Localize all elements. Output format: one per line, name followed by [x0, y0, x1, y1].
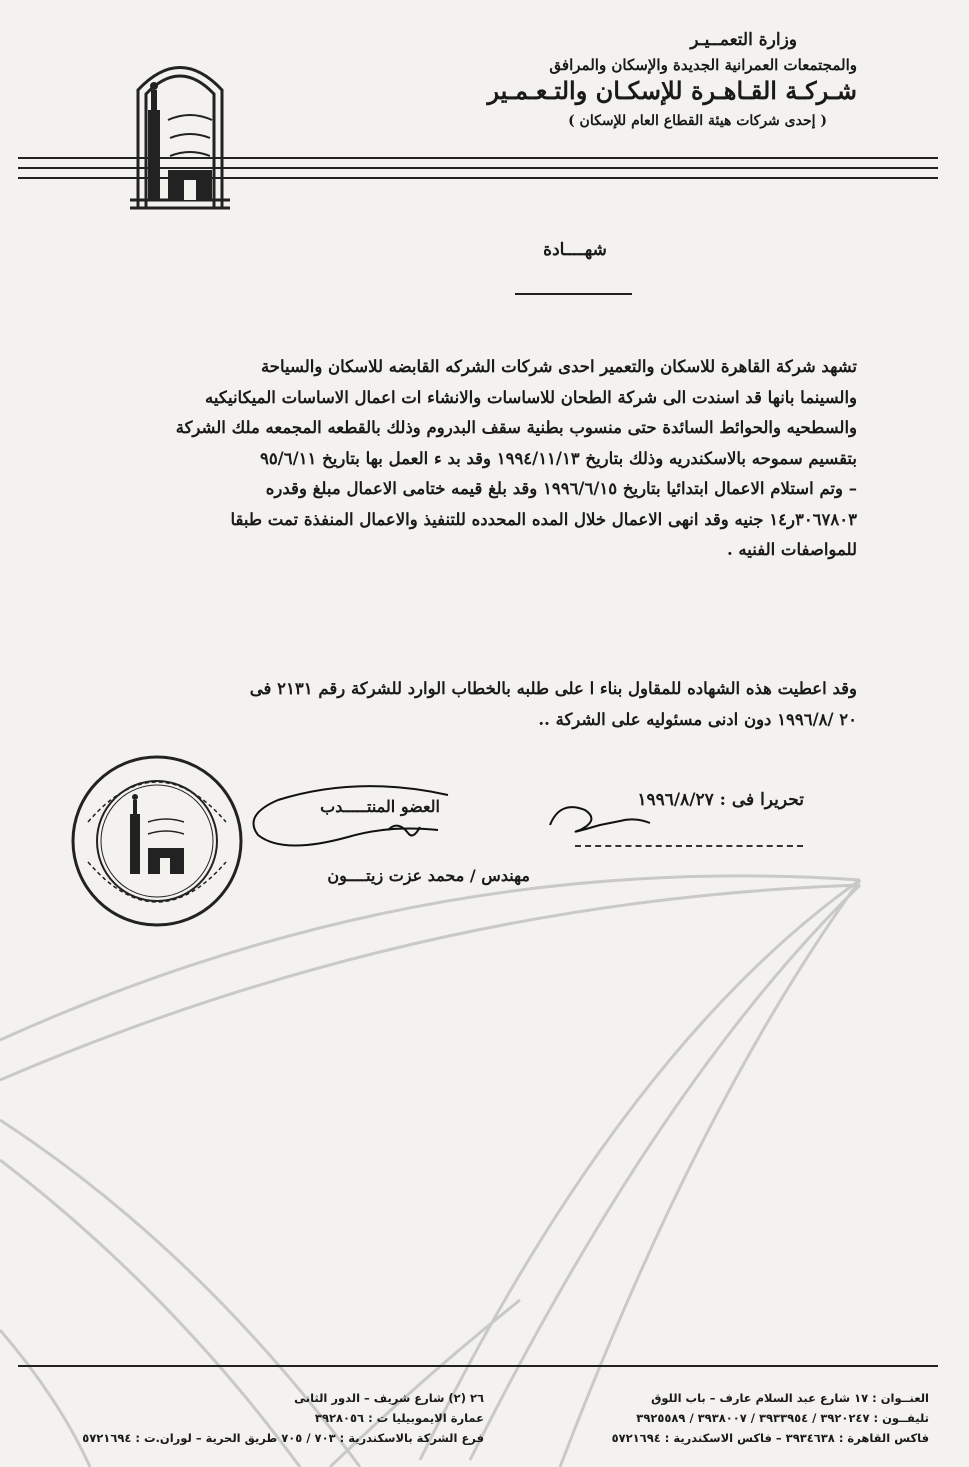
member-signature: [238, 775, 458, 865]
body-line: للمواصفات الفنيه .: [726, 540, 857, 559]
footer-line: فاكس القاهرة : ٣٩٣٤٦٣٨ – فاكس الاسكندرية : ٥٧٢١٦٩٤: [611, 1431, 929, 1445]
managing-member-label: العضو المنتـــــدب: [320, 797, 440, 816]
footer-line: عمارة الايموبيليا ت : ٣٩٢٨٠٥٦: [314, 1411, 484, 1425]
certificate-title: شهــــادة: [543, 240, 607, 260]
company-logo: [130, 40, 230, 215]
footer-line: ٢٦ (٢) شارع شريف – الدور الثانى: [294, 1391, 484, 1405]
body-line: تشهد شركة القاهرة للاسكان والتعمير احدى شركات الشركه القابضه للاسكان والسياحة: [260, 357, 857, 376]
ministry-subtitle: والمجتمعات العمرانية الجديدة والإسكان والمرافق: [549, 56, 857, 74]
letterhead: [297, 30, 857, 129]
body-line: والسطحيه والحوائط السائدة حتى منسوب بطنية سقف البدروم وذلك بالقطعه المجمعه ملك الشركة: [175, 418, 857, 437]
body-line: بتقسيم سموحه بالاسكندريه وذلك بتاريخ ١٩٩٤/١١/١٣ وقد بد ء العمل بها بتاريخ ٩٥/٦/١١: [259, 448, 857, 468]
footer-line: فرع الشركة بالاسكندرية : ٧٠٣ / ٧٠٥ طريق الحرية – لوران.ت : ٥٧٢١٦٩٤: [82, 1431, 484, 1445]
footer-line: تليفــون : ٣٩٢٠٢٤٧ / ٣٩٣٣٩٥٤ / ٣٩٣٨٠٠٧ / ٣٩٢٥٥٨٩: [636, 1411, 929, 1425]
engineer-name: مهندس / محمد عزت زيتــــون: [327, 866, 530, 885]
closing-line: ٢٠ /١٩٩٦/٨ دون ادنى مسئوليه على الشركة ..: [538, 710, 857, 729]
company-stamp: [68, 752, 246, 930]
certificate-closing: [137, 673, 857, 735]
issue-date: تحريرا فى : ١٩٩٦/٨/٢٧: [637, 790, 804, 810]
header-rule: [18, 167, 938, 169]
company-name: شـركـة القـاهـرة للإسكـان والتـعـمـير: [487, 76, 857, 105]
issue-date-line: [575, 845, 803, 847]
header-rule: [18, 157, 938, 159]
title-underline: [515, 293, 632, 295]
footer-contact-cairo: [509, 1388, 929, 1448]
ministry-name: وزارة التعمــيـر: [690, 30, 797, 50]
company-affiliation: ( إحدى شركات هيئة القطاع العام للإسكان ): [568, 113, 827, 129]
footer-line: العنــوان : ١٧ شارع عبد السلام عارف – باب اللوق: [651, 1391, 929, 1405]
body-line: – وتم استلام الاعمال ابتدائيا بتاريخ ١٩٩٦/٦/١٥ وقد بلغ قيمه ختامى الاعمال مبلغ وقدره: [265, 479, 857, 498]
header-rule: [18, 177, 938, 179]
certificate-body: [137, 352, 857, 566]
closing-line: وقد اعطيت هذه الشهاده للمقاول بناء ا على طلبه بالخطاب الوارد للشركة رقم ٢١٣١ فى: [249, 679, 857, 698]
body-line: ٣٠٦٧٨٠٣ر١٤ جنيه وقد انهى الاعمال خلال المده المحدده للتنفيذ والاعمال المنفذة تمت طبقا: [230, 509, 857, 529]
body-line: والسينما بانها قد اسندت الى شركة الطحان للاساسات والانشاء ات اعمال الاساسات الميكانيكيه: [205, 387, 857, 407]
footer-rule: [18, 1365, 938, 1367]
footer-contact-branch: [64, 1388, 484, 1448]
